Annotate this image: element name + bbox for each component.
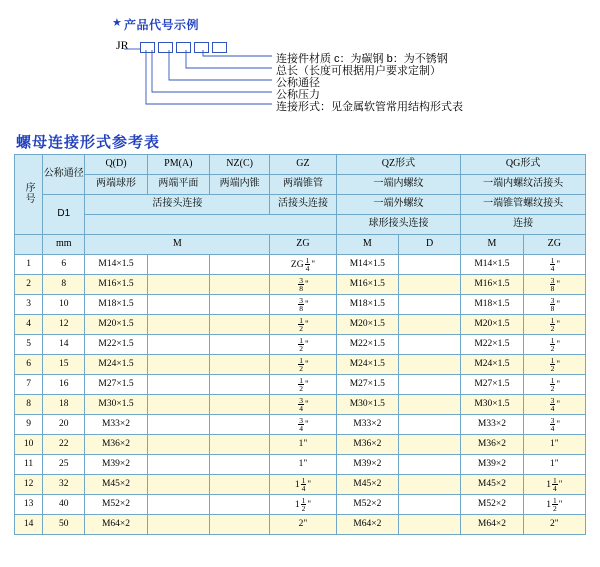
cell-qz-d bbox=[398, 295, 460, 315]
cell-dn: 6 bbox=[43, 255, 85, 275]
cell-dn: 20 bbox=[43, 415, 85, 435]
cell-nz bbox=[209, 455, 269, 475]
cell-q: M22×1.5 bbox=[85, 335, 147, 355]
cell-nz bbox=[209, 415, 269, 435]
cell-qz-m: M16×1.5 bbox=[336, 275, 398, 295]
cell-q: M33×2 bbox=[85, 415, 147, 435]
cell-dn: 15 bbox=[43, 355, 85, 375]
cell-pm bbox=[147, 435, 209, 455]
cell-qz-m: M20×1.5 bbox=[336, 315, 398, 335]
header-shape-qg-b: 一端锥管螺纹接头 bbox=[461, 195, 586, 215]
cell-gz: ZG $\frac{1}{4}$ " bbox=[270, 255, 336, 275]
cell-gz: $\frac{1}{2}$ " bbox=[270, 375, 336, 395]
table-row bbox=[15, 315, 586, 335]
cell-q: M36×2 bbox=[85, 435, 147, 455]
cell-qz-d bbox=[398, 335, 460, 355]
cell-qg-m: M27×1.5 bbox=[461, 375, 523, 395]
cell-dn: 22 bbox=[43, 435, 85, 455]
cell-seq: 1 bbox=[15, 255, 43, 275]
cell-qz-d bbox=[398, 435, 460, 455]
cell-nz bbox=[209, 355, 269, 375]
nut-connection-table bbox=[14, 154, 586, 535]
cell-qz-d bbox=[398, 515, 460, 535]
header-group-code-gz: GZ bbox=[270, 155, 336, 175]
header-thread-qg-zg: ZG bbox=[523, 235, 585, 255]
cell-q: M45×2 bbox=[85, 475, 147, 495]
cell-qz-m: M64×2 bbox=[336, 515, 398, 535]
cell-seq: 11 bbox=[15, 455, 43, 475]
cell-qg-m: M30×1.5 bbox=[461, 395, 523, 415]
cell-gz: $\frac{3}{4}$ " bbox=[270, 395, 336, 415]
header-group-code-qg: QG形式 bbox=[461, 155, 586, 175]
cell-q: M20×1.5 bbox=[85, 315, 147, 335]
cell-seq: 5 bbox=[15, 335, 43, 355]
header-shape-qz: 一端内螺纹 bbox=[336, 175, 461, 195]
cell-nz bbox=[209, 375, 269, 395]
cell-seq: 13 bbox=[15, 495, 43, 515]
cell-nz bbox=[209, 315, 269, 335]
cell-gz: $\frac{1}{2}$ " bbox=[270, 315, 336, 335]
cell-qg-zg: 1" bbox=[523, 455, 585, 475]
header-thread-qz-m: M bbox=[336, 235, 398, 255]
cell-qz-m: M18×1.5 bbox=[336, 295, 398, 315]
cell-dn: 18 bbox=[43, 395, 85, 415]
cell-dn: 10 bbox=[43, 295, 85, 315]
cell-qz-m: M22×1.5 bbox=[336, 335, 398, 355]
cell-pm bbox=[147, 295, 209, 315]
header-group-code-q: Q(D) bbox=[85, 155, 147, 175]
cell-qz-m: M45×2 bbox=[336, 475, 398, 495]
cell-qz-m: M36×2 bbox=[336, 435, 398, 455]
cell-q: M16×1.5 bbox=[85, 275, 147, 295]
cell-qg-zg: $\frac{3}{4}$ " bbox=[523, 415, 585, 435]
cell-gz: 2" bbox=[270, 515, 336, 535]
cell-seq: 2 bbox=[15, 275, 43, 295]
cell-qz-m: M27×1.5 bbox=[336, 375, 398, 395]
cell-pm bbox=[147, 275, 209, 295]
header-join-gz: 活接头连接 bbox=[270, 195, 336, 215]
cell-qg-zg: $\frac{3}{8}$ " bbox=[523, 275, 585, 295]
cell-qg-m: M36×2 bbox=[461, 435, 523, 455]
cell-q: M64×2 bbox=[85, 515, 147, 535]
cell-seq: 8 bbox=[15, 395, 43, 415]
cell-dn: 50 bbox=[43, 515, 85, 535]
cell-qg-m: M52×2 bbox=[461, 495, 523, 515]
cell-q: M18×1.5 bbox=[85, 295, 147, 315]
cell-qg-zg: $\frac{3}{4}$ " bbox=[523, 395, 585, 415]
cell-qz-d bbox=[398, 395, 460, 415]
cell-seq: 7 bbox=[15, 375, 43, 395]
table-row bbox=[15, 295, 586, 315]
cell-seq: 12 bbox=[15, 475, 43, 495]
header-thread-zg: ZG bbox=[270, 235, 336, 255]
cell-dn: 32 bbox=[43, 475, 85, 495]
cell-qz-d bbox=[398, 375, 460, 395]
cell-qg-zg: $\frac{1}{2}$ " bbox=[523, 375, 585, 395]
cell-pm bbox=[147, 255, 209, 275]
cell-gz: 1 $\frac{1}{2}$ " bbox=[270, 495, 336, 515]
header-thread-qg-m: M bbox=[461, 235, 523, 255]
legend-item-pn: 公称压力 bbox=[276, 89, 320, 101]
header-shape-qz-b: 一端外螺纹 bbox=[336, 195, 461, 215]
cell-qz-m: M52×2 bbox=[336, 495, 398, 515]
cell-q: M52×2 bbox=[85, 495, 147, 515]
cell-pm bbox=[147, 375, 209, 395]
star-icon: ★ bbox=[112, 17, 122, 29]
table-row bbox=[15, 415, 586, 435]
cell-qz-d bbox=[398, 255, 460, 275]
header-thread-m: M bbox=[85, 235, 270, 255]
cell-qg-zg: 2" bbox=[523, 515, 585, 535]
cell-nz bbox=[209, 515, 269, 535]
cell-seq: 10 bbox=[15, 435, 43, 455]
cell-qg-m: M39×2 bbox=[461, 455, 523, 475]
cell-qg-zg: $\frac{1}{2}$ " bbox=[523, 355, 585, 375]
cell-q: M30×1.5 bbox=[85, 395, 147, 415]
cell-gz: 1" bbox=[270, 435, 336, 455]
cell-nz bbox=[209, 295, 269, 315]
cell-qz-m: M24×1.5 bbox=[336, 355, 398, 375]
cell-pm bbox=[147, 395, 209, 415]
legend-item-length: 总长（长度可根据用户要求定制） bbox=[276, 65, 441, 77]
cell-nz bbox=[209, 475, 269, 495]
header-shape-q: 两端球形 bbox=[85, 175, 147, 195]
cell-q: M39×2 bbox=[85, 455, 147, 475]
table-row bbox=[15, 275, 586, 295]
cell-qz-m: M30×1.5 bbox=[336, 395, 398, 415]
cell-qz-m: M14×1.5 bbox=[336, 255, 398, 275]
cell-nz bbox=[209, 255, 269, 275]
header-group-code-pm: PM(A) bbox=[147, 155, 209, 175]
cell-dn: 16 bbox=[43, 375, 85, 395]
cell-qg-zg: 1 $\frac{1}{4}$ " bbox=[523, 475, 585, 495]
table-row bbox=[15, 455, 586, 475]
table-row bbox=[15, 335, 586, 355]
product-code-legend bbox=[0, 0, 600, 128]
cell-seq: 3 bbox=[15, 295, 43, 315]
cell-dn: 12 bbox=[43, 315, 85, 335]
cell-qg-m: M33×2 bbox=[461, 415, 523, 435]
cell-gz: 1" bbox=[270, 455, 336, 475]
table-row bbox=[15, 375, 586, 395]
header-unit-mm: mm bbox=[43, 235, 85, 255]
table-body bbox=[15, 255, 586, 535]
cell-dn: 40 bbox=[43, 495, 85, 515]
cell-dn: 25 bbox=[43, 455, 85, 475]
cell-qg-m: M22×1.5 bbox=[461, 335, 523, 355]
legend-item-dn: 公称通径 bbox=[276, 77, 320, 89]
cell-pm bbox=[147, 455, 209, 475]
cell-qg-zg: $\frac{1}{2}$ " bbox=[523, 315, 585, 335]
header-shape-gz: 两端锥管 bbox=[270, 175, 336, 195]
cell-qz-d bbox=[398, 475, 460, 495]
cell-qz-m: M39×2 bbox=[336, 455, 398, 475]
cell-gz: $\frac{3}{4}$ " bbox=[270, 415, 336, 435]
legend-item-connection: 连接形式：见金属软管常用结构形式表 bbox=[276, 101, 463, 113]
table-row bbox=[15, 475, 586, 495]
header-join-qg: 连接 bbox=[461, 215, 586, 235]
cell-seq: 14 bbox=[15, 515, 43, 535]
header-shape-qg: 一端内螺纹活接头 bbox=[461, 175, 586, 195]
header-shape-pm: 两端平面 bbox=[147, 175, 209, 195]
cell-qg-zg: $\frac{1}{4}$ " bbox=[523, 255, 585, 275]
table-row bbox=[15, 355, 586, 375]
cell-qz-d bbox=[398, 495, 460, 515]
cell-pm bbox=[147, 475, 209, 495]
header-join-qpmnz: 活接头连接 bbox=[85, 195, 270, 215]
code-prefix: JR bbox=[116, 38, 129, 52]
table-title: 螺母连接形式参考表 bbox=[16, 134, 161, 151]
header-group-code-qz: QZ形式 bbox=[336, 155, 461, 175]
cell-seq: 9 bbox=[15, 415, 43, 435]
cell-qg-m: M64×2 bbox=[461, 515, 523, 535]
cell-qz-d bbox=[398, 275, 460, 295]
cell-q: M14×1.5 bbox=[85, 255, 147, 275]
cell-nz bbox=[209, 435, 269, 455]
table-row bbox=[15, 395, 586, 415]
header-shape-nz: 两端内锥 bbox=[209, 175, 269, 195]
cell-qg-zg: 1" bbox=[523, 435, 585, 455]
table-row bbox=[15, 435, 586, 455]
cell-qz-d bbox=[398, 455, 460, 475]
header-seq: 序号 bbox=[23, 181, 35, 204]
header-dn: 公称通径 bbox=[43, 168, 84, 180]
legend-title: 产品代号示例 bbox=[124, 18, 200, 32]
cell-qg-zg: $\frac{1}{2}$ " bbox=[523, 335, 585, 355]
cell-nz bbox=[209, 275, 269, 295]
cell-gz: $\frac{3}{8}$ " bbox=[270, 275, 336, 295]
cell-q: M24×1.5 bbox=[85, 355, 147, 375]
cell-qz-m: M33×2 bbox=[336, 415, 398, 435]
cell-gz: 1 $\frac{1}{4}$ " bbox=[270, 475, 336, 495]
cell-dn: 8 bbox=[43, 275, 85, 295]
legend-item-material: 连接件材质 c：为碳钢 b：为不锈钢 bbox=[276, 53, 448, 65]
cell-pm bbox=[147, 415, 209, 435]
cell-nz bbox=[209, 335, 269, 355]
header-thread-qz-d: D bbox=[398, 235, 460, 255]
table-row bbox=[15, 515, 586, 535]
cell-pm bbox=[147, 315, 209, 335]
cell-dn: 14 bbox=[43, 335, 85, 355]
cell-qg-m: M20×1.5 bbox=[461, 315, 523, 335]
cell-gz: $\frac{3}{8}$ " bbox=[270, 295, 336, 315]
cell-nz bbox=[209, 395, 269, 415]
header-join-qz: 球形接头连接 bbox=[336, 215, 461, 235]
cell-gz: $\frac{1}{2}$ " bbox=[270, 335, 336, 355]
cell-pm bbox=[147, 335, 209, 355]
cell-seq: 4 bbox=[15, 315, 43, 335]
cell-qg-m: M18×1.5 bbox=[461, 295, 523, 315]
cell-qg-m: M14×1.5 bbox=[461, 255, 523, 275]
cell-qg-m: M45×2 bbox=[461, 475, 523, 495]
cell-nz bbox=[209, 495, 269, 515]
cell-seq: 6 bbox=[15, 355, 43, 375]
cell-gz: $\frac{1}{2}$ " bbox=[270, 355, 336, 375]
cell-qg-m: M16×1.5 bbox=[461, 275, 523, 295]
table-row bbox=[15, 255, 586, 275]
cell-pm bbox=[147, 515, 209, 535]
cell-pm bbox=[147, 495, 209, 515]
header-group-code-nz: NZ(C) bbox=[209, 155, 269, 175]
cell-q: M27×1.5 bbox=[85, 375, 147, 395]
cell-qz-d bbox=[398, 355, 460, 375]
cell-qg-m: M24×1.5 bbox=[461, 355, 523, 375]
table-row bbox=[15, 495, 586, 515]
cell-qz-d bbox=[398, 415, 460, 435]
cell-qg-zg: 1 $\frac{1}{2}$ " bbox=[523, 495, 585, 515]
header-d1: D1 bbox=[57, 208, 71, 220]
cell-qz-d bbox=[398, 315, 460, 335]
cell-qg-zg: $\frac{3}{8}$ " bbox=[523, 295, 585, 315]
cell-pm bbox=[147, 355, 209, 375]
